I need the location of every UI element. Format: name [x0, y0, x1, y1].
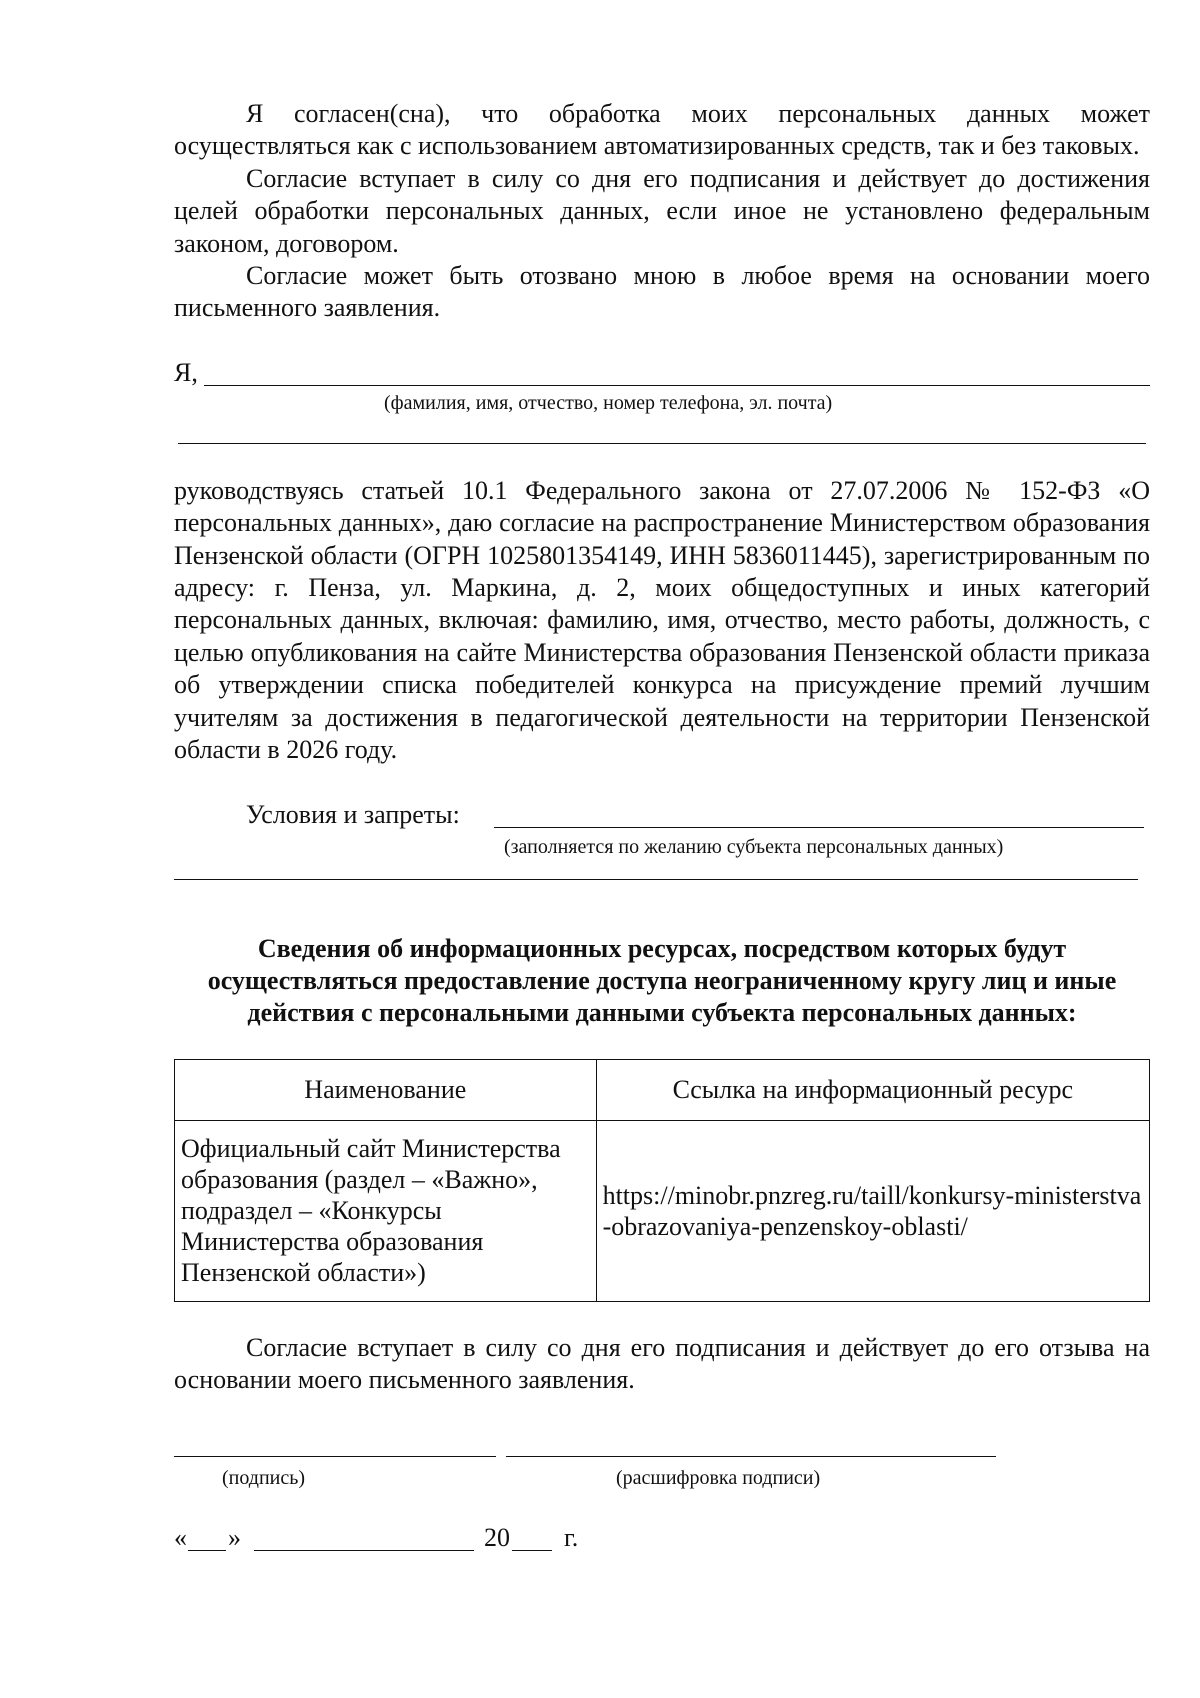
signature-decode-line[interactable] [506, 1456, 996, 1457]
conditions-extra-line[interactable] [174, 879, 1138, 880]
paragraph-consent-main: руководствуясь статьей 10.1 Федерального закона от 27.07.2006 № 152-ФЗ «О персональных данных», даю согласие на распространение Министерством образования Пензенской области (ОГРН 1025801354149, ИНН 5836011445), зарегистрированным по адресу: г. Пенза, ул. Маркина, д. 2, моих общедоступных и иных категорий персональных данных, включая: фамилию, имя, отчество, место работы, должность, с целью опубликования на сайте Министерства образования Пензенской области приказа об утверждении списка победителей конкурса на присуждение премий лучшим учителям за достижения в педагогической деятельности на территории Пензенской области в 2026 году. [174, 475, 1150, 765]
date-day-line[interactable] [188, 1550, 226, 1551]
paragraph-closing: Согласие вступает в силу со дня его подписания и действует до его отзыва на основании моего письменного заявления. [174, 1332, 1150, 1394]
date-open-quote: « [174, 1523, 187, 1553]
table-row [175, 1120, 1150, 1301]
applicant-block [174, 357, 1150, 475]
conditions-block [174, 799, 1150, 907]
paragraph-validity: Согласие вступает в силу со дня его подписания и действует до достижения целей обработки персональных данных, если иное не установлено федеральным законом, договором. [174, 163, 1150, 258]
resource-name-cell: Официальный сайт Министерства образования (раздел – «Важно», подраздел – «Конкурсы Министерства образования Пензенской области») [175, 1120, 597, 1301]
date-year-suffix: г. [564, 1523, 579, 1553]
signature-line[interactable] [174, 1456, 496, 1457]
paragraph-processing-methods: Я согласен(сна), что обработка моих персональных данных может осуществляться как с использованием автоматизированных средств, так и без таковых. [174, 99, 1150, 161]
date-year-prefix: 20 [484, 1523, 510, 1553]
conditions-caption: (заполняется по желанию субъекта персональных данных) [504, 835, 1004, 858]
signature-decode-caption: (расшифровка подписи) [616, 1467, 821, 1490]
applicant-extra-line[interactable] [178, 443, 1146, 444]
paragraph-revocation: Согласие может быть отозвано мною в любое время на основании моего письменного заявления. [174, 261, 1150, 323]
header-name: Наименование [175, 1059, 597, 1120]
date-block [174, 1522, 1150, 1562]
header-link: Ссылка на информационный ресурс [596, 1059, 1149, 1120]
signature-caption: (подпись) [222, 1467, 306, 1490]
conditions-label: Условия и запреты: [246, 799, 460, 829]
date-close-quote: » [228, 1523, 241, 1553]
table-header-row [175, 1059, 1150, 1120]
applicant-caption: (фамилия, имя, отчество, номер телефона, эл. почта) [384, 391, 833, 414]
date-year-line[interactable] [512, 1550, 552, 1551]
consent-document [174, 98, 1150, 1562]
resources-table [174, 1059, 1150, 1302]
applicant-name-line[interactable] [204, 385, 1150, 386]
conditions-line[interactable] [494, 827, 1144, 828]
resource-link-cell[interactable]: https://minobr.pnzreg.ru/taill/konkursy-ministerstva-obrazovaniya-penzenskoy-oblasti/ [596, 1120, 1149, 1301]
resources-heading: Сведения об информационных ресурсах, посредством которых будут осуществляться предоставление доступа неограниченному кругу лиц и иные действия с персональными данными субъекта персональных данных: [207, 933, 1117, 1027]
applicant-prefix: Я, [174, 357, 198, 387]
signature-block [174, 1426, 1150, 1496]
date-month-line[interactable] [254, 1550, 474, 1551]
